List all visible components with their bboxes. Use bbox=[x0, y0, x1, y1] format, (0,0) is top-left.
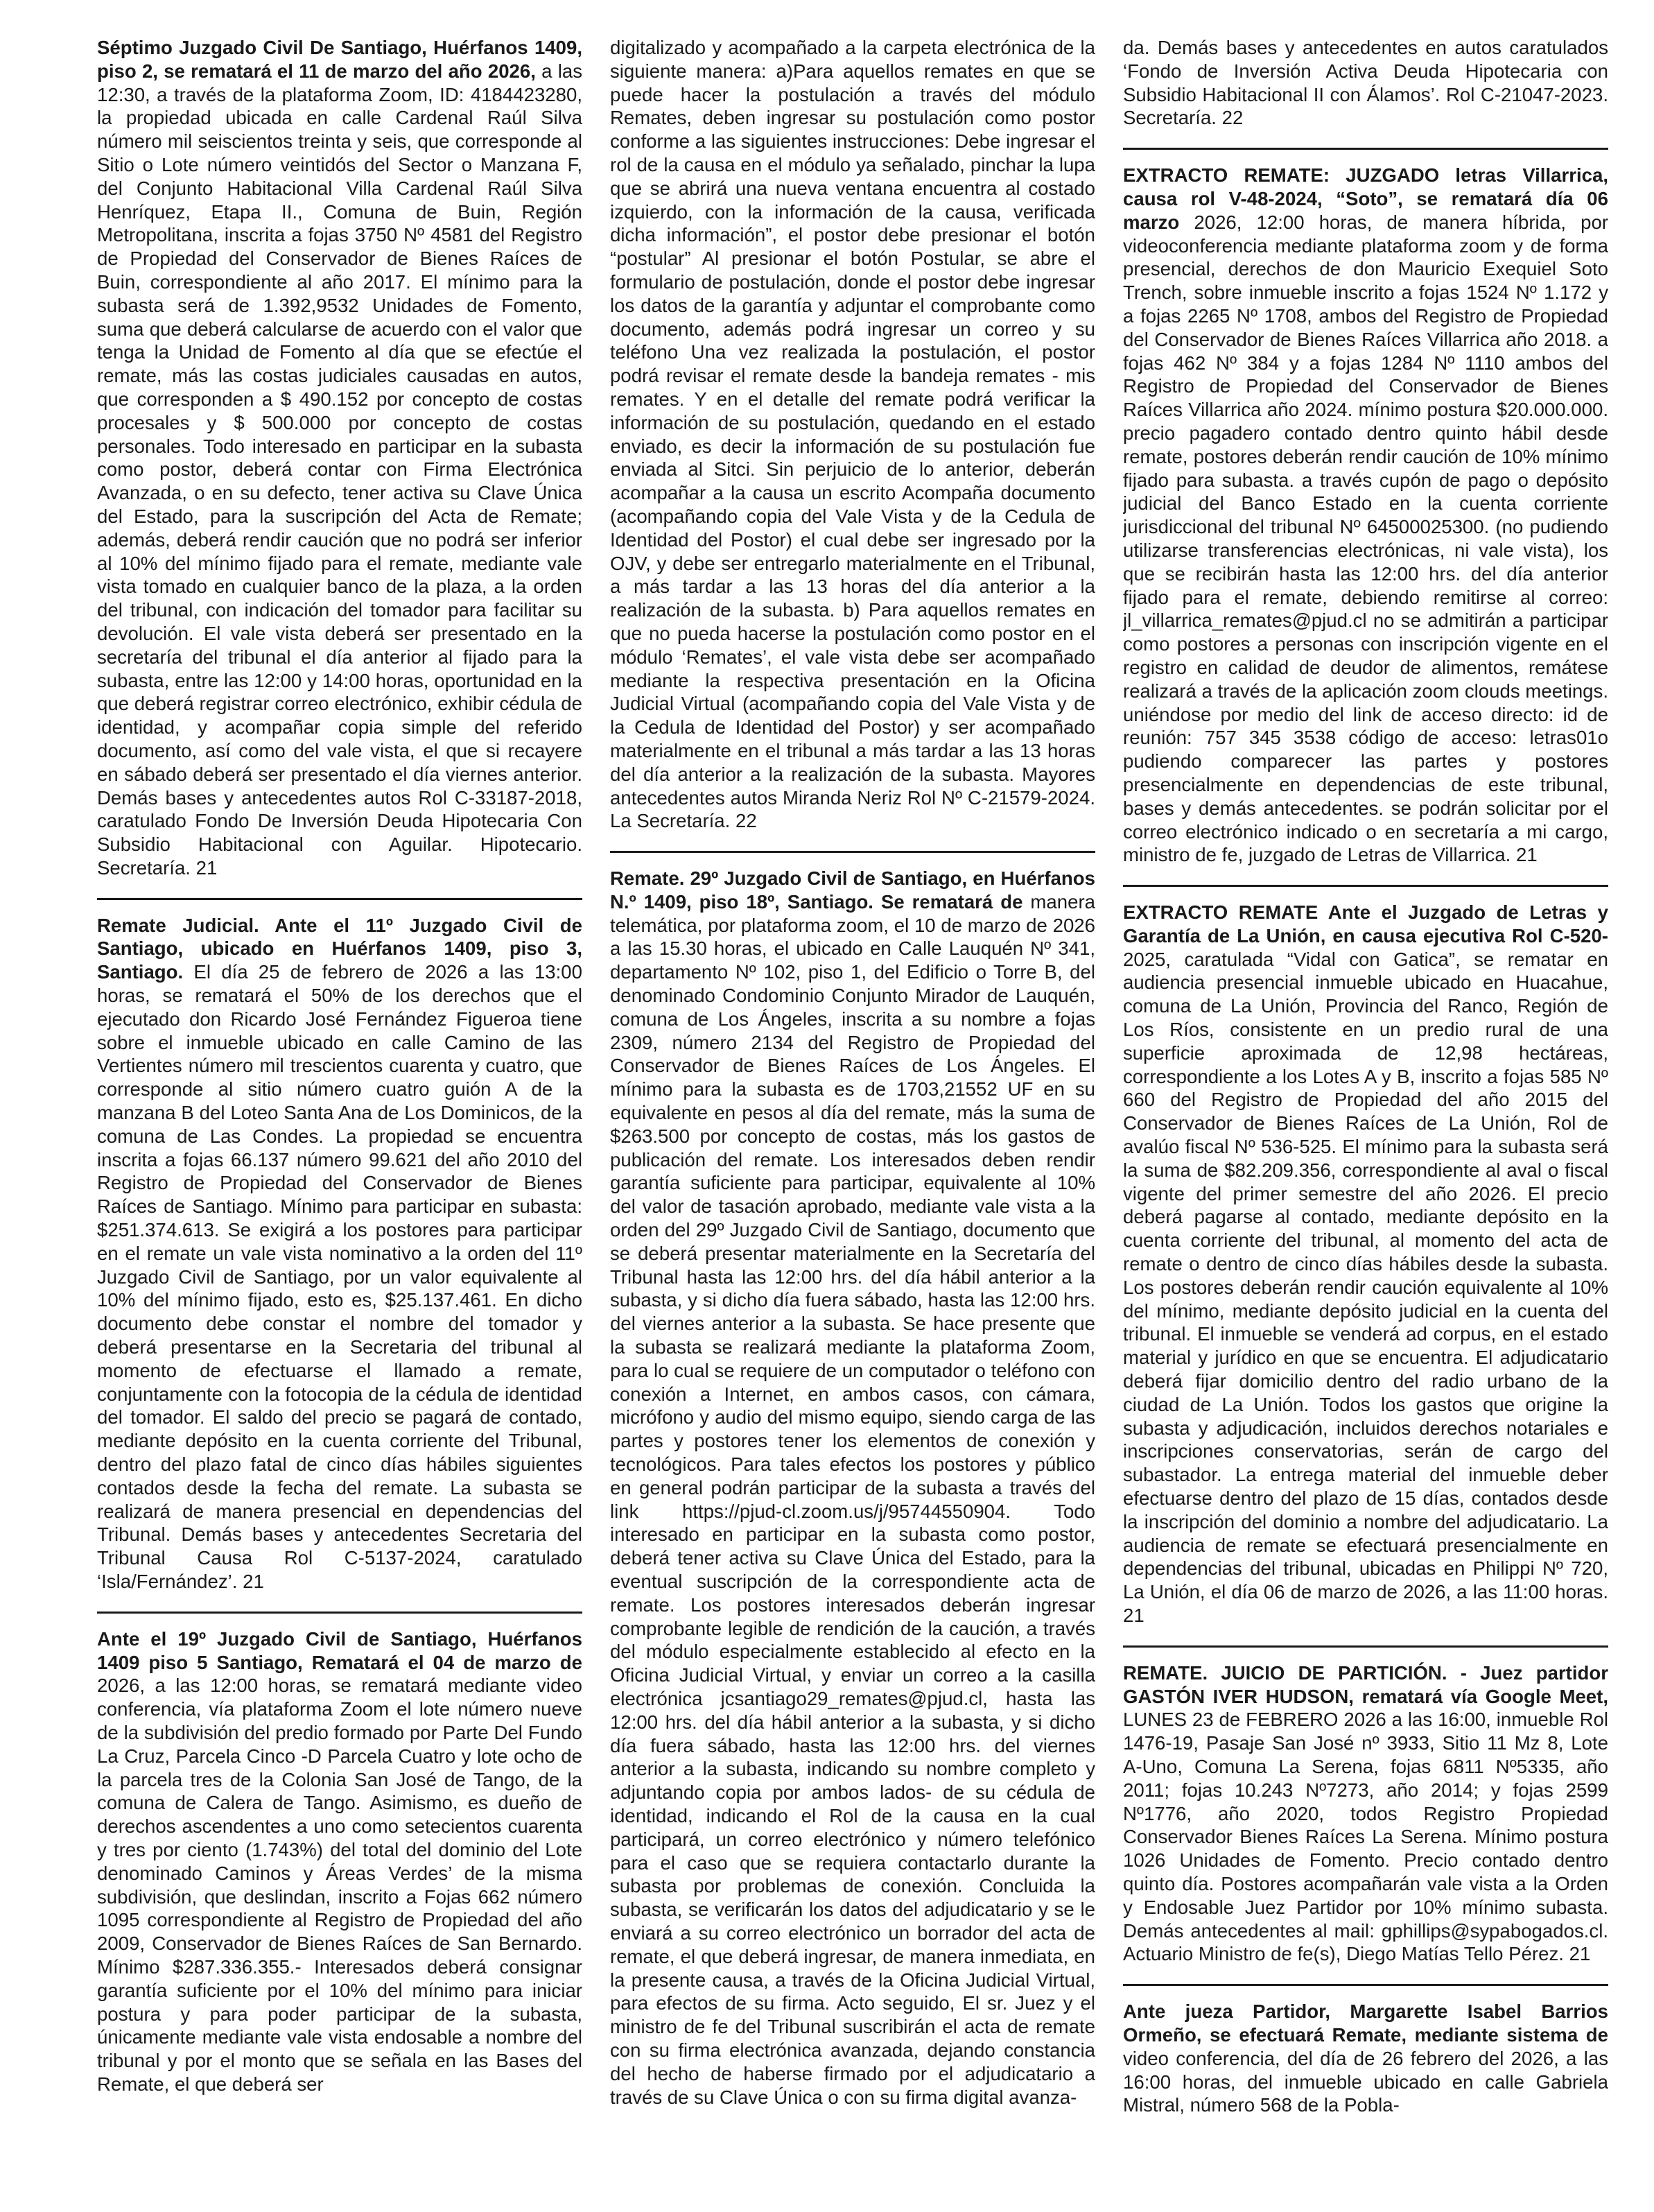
notice-text: a las 12:30, a través de la plataforma Zoom, ID: 4184423280, la propiedad ubicada en calle Cardenal Raúl Silva número mil seiscientos treinta y seis, que corresponde al Sitio o Lote número veintidós del Sector o Manzana F, del Conjunto Habitacional Villa Cardenal Raúl Silva Henríquez, Etapa II., Comuna de Buin, Región Metropolitana, inscrita a fojas 3750 Nº 4581 del Registro de Propiedad del Conservador de Bienes Raíces de Buin, correspondiente al año 2017. El mínimo para la subasta será de 1.392,9532 Unidades de Fomento, suma que deberá calcularse de acuerdo con el valor que tenga la Unidad de Fomento al día que se efectúe el remate, más las costas judiciales causadas en autos, que corresponden a $ 490.152 por concepto de costas procesales y $ 500.000 por concepto de costas personales. Todo interesado en participar en la subasta como postor, deberá contar con Firma Electrónica Avanzada, o en su defecto, tener activa su Clave Única del Estado, para la suscripción del Acta de Remate; además, deberá rendir caución que no podrá ser inferior al 10% del mínimo fijado para el remate, mediante vale vista tomado en cualquier banco de la plaza, a la orden del tribunal, con indicación del tomador para facilitar su devolución. El vale vista deberá ser presentado en la secretaría del tribunal el día anterior al fijado para la subasta, entre las 12:00 y 14:00 horas, oportunidad en la que deberá registrar correo electrónico, exhibir cédula de identidad, y acompañar copia simple del referido documento, así como del vale vista, el que si recayere en sábado deberá ser presentado el día viernes anterior. Demás bases y antecedentes autos Rol C-33187-2018, caratulado Fondo De Inversión Deuda Hipotecaria Con Subsidio Habitacional con Aguilar. Hipotecario. Secretaría. 21 bbox=[97, 60, 582, 879]
notice-septimo-juzgado bbox=[97, 36, 582, 898]
notice-jueza-partidor bbox=[1123, 1984, 1608, 2135]
notice-heading: Ante jueza Partidor, Margarette Isabel Barrios Ormeño, se efectuará Remate, mediante sistema de bbox=[1123, 2001, 1608, 2046]
notice-text: 2025, caratulada “Vidal con Gatica”, se rematar en audiencia presencial inmueble ubicado en Huacahue, comuna de La Unión, Provincia del Ranco, Región de Los Ríos, consistente en un predio rural de una superficie aproximada de 12,98 hectáreas, correspondiente a los Lotes A y B, inscrito a fojas 585 Nº 660 del Registro de Propiedad del año 2015 del Conservador de Bienes Raíces de La Unión, Rol de avalúo fiscal Nº 536-525. El mínimo para la subasta será la suma de $82.209.356, correspondiente al aval o fiscal vigente del primer semestre del año 2026. El precio deberá pagarse al contado, mediante depósito en la cuenta corriente del tribunal, al momento del acta de remate o dentro de cinco días hábiles desde la subasta. Los postores deberán rendir caución equivalente al 10% del mínimo, mediante depósito judicial en la cuenta del tribunal. El inmueble se venderá ad corpus, en el estado material y jurídico en que se encuentra. El adjudicatario deberá fijar domicilio dentro del radio urbano de la ciudad de La Unión. Todos los gastos que origine la subasta y adjudicación, incluidos derechos notariales e inscripciones conservatorias, serán de cargo del subastador. La entrega material del inmueble deber efectuarse dentro del plazo de 15 días, contados desde la inscripción del dominio a nombre del adjudicatario. La audiencia de remate se efectuará presencialmente en dependencias del tribunal, ubicadas en Philippi Nº 720, La Unión, el día 06 de marzo de 2026, a las 11:00 horas. 21 bbox=[1123, 948, 1608, 1626]
notice-29-juzgado-continued bbox=[1123, 36, 1608, 148]
notice-text: LUNES 23 de FEBRERO 2026 a las 16:00, inmueble Rol 1476-19, Pasaje San José nº 3933, Sitio 11 Mz 8, Lote A-Uno, Comuna La Serena, fojas 6811 Nº5335, año 2011; fojas 10.243 Nº7273, año 2014; y fojas 2599 Nº1776, año 2020, todos Registro Propiedad Conservador Bienes Raíces La Serena. Mínimo postura 1026 Unidades de Fomento. Precio contado dentro quinto día. Postores acompañarán vale vista a la Orden y Endosable Juez Partidor por 10% mínimo subasta. Demás antecedentes al mail: gphillips@sypabogados.cl. Actuario Ministro de fe(s), Diego Matías Tello Pérez. 21 bbox=[1123, 1709, 1608, 1965]
notice-19-juzgado-continued bbox=[610, 36, 1095, 851]
notice-heading: Remate. 29º Juzgado Civil de Santiago, en Huérfanos N.º 1409, piso 18º, Santiago. Se rematará de bbox=[610, 867, 1095, 913]
notice-text: digitalizado y acompañado a la carpeta electrónica de la siguiente manera: a)Para aquellos remates en que se puede hacer la postulación a través del módulo Remates, deben ingresar su postulación como postor conforme a las siguientes instrucciones: Debe ingresar el rol de la causa en el módulo ya señalado, pinchar la lupa que se abrirá una nueva ventana encuentra al costado izquierdo, con la información de la causa, verificada dicha información”, el postor debe presionar el botón “postular” Al presionar el botón Postular, se abre el formulario de postulación, donde el postor debe ingresar los datos de la garantía y adjuntar el comprobante como documento, además podrá ingresar un correo y su teléfono Una vez realizada la postulación, el postor podrá revisar el remate desde la bandeja remates - mis remates. Y en el detalle del remate podrá verificar la información de su postulación, quedando en el estado enviado, es decir la información de su postulación fue enviada al Sitci. Sin perjuicio de lo anterior, deberán acompañar a la causa un escrito Acompaña documento (acompañando copia del Vale Vista y de la Cedula de Identidad del Postor) el cual debe ser ingresado por la OJV, y debe ser entregarlo materialmente en el Tribunal, a más tardar a las 13 horas del día anterior a la realización de la subasta. b) Para aquellos remates en que no pueda hacerse la postulación como postor en el módulo ‘Remates’, el vale vista debe ser acompañado mediante la respectiva presentación en la Oficina Judicial Virtual (acompañando copia del Vale Vista y de la Cedula de Identidad del Postor) y ser acompañado materialmente en el tribunal a más tardar a las 13 horas del día anterior a la realización de la subasta. Mayores antecedentes autos Miranda Neriz Rol Nº C-21579-2024. La Secretaría. 22 bbox=[610, 37, 1095, 832]
notice-text: 2026, a las 12:00 horas, se rematará mediante video conferencia, vía plataforma Zoom el lote número nueve de la subdivisión del predio formado por Parte Del Fundo La Cruz, Parcela Cinco -D Parcela Cuatro y lote ocho de la parcela tres de la Colonia San José de Tango, de la comuna de Calera de Tango. Asimismo, es dueño de derechos ascendentes a uno como setecientos cuarenta y tres por ciento (1.743%) del total del dominio del Lote denominado Caminos y Áreas Verdes’ de la misma subdivisión, que deslindan, inscrito a Fojas 662 número 1095 correspondiente al Registro de Propiedad del año 2009, Conservador de Bienes Raíces de San Bernardo. Mínimo $287.336.355.- Interesados deberá consignar garantía suficiente por el 10% del mínimo para iniciar postura y para poder participar de la subasta, únicamente mediante vale vista endosable a nombre del tribunal y por el monto que se señala en las Bases del Remate, el que deberá ser bbox=[97, 1675, 582, 2095]
notice-remate-judicial-11 bbox=[97, 898, 582, 1612]
notice-text: 2026, 12:00 horas, de manera híbrida, por videoconferencia mediante plataforma zoom y de forma presencial, derechos de don Mauricio Exequiel Soto Trench, sobre inmueble inscrito a fojas 1524 Nº 1.172 y a fojas 2265 Nº 1708, ambos del Registro de Propiedad del Conservador de Bienes Raíces Villarrica año 2018. a fojas 462 Nº 384 y a fojas 1284 Nº 1110 ambos del Registro de Propiedad del Conservador de Bienes Raíces Villarrica año 2024. mínimo postura $20.000.000. precio pagadero contado dentro quinto hábil desde remate, postores deberán rendir caución de 10% mínimo fijado para subasta. a través cupón de pago o depósito judicial del Banco Estado en la cuenta corriente jurisdiccional del tribunal Nº 64500025300. (no pudiendo utilizarse transferencias electrónicas, ni vale vista), los que se recibirán hasta las 12:00 hrs. del día anterior fijado para el remate, debiendo remitirse al correo: jl_villarrica_remates@pjud.cl no se admitirán a participar como postores a personas con inscripción vigente en el registro en calidad de deudor de alimentos, remátese realizará a través de la aplicación zoom clouds meetings. uniéndose por medio del link de acceso directo: id de reunión: 757 345 3538 código de acceso: letras01o pudiendo comparecer las partes y postores presencialmente en dependencias de este tribunal, bases y demás antecedentes. se podrán solicitar por el correo electrónico indicado o en secretaría a mi cargo, ministro de fe, juzgado de Letras de Villarrica. 21 bbox=[1123, 211, 1608, 866]
notice-heading: EXTRACTO REMATE Ante el Juzgado de Letras y Garantía de La Unión, en causa ejecutiva Rol C-520- bbox=[1123, 901, 1608, 947]
column-3 bbox=[1123, 36, 1608, 2212]
notice-text: manera telemática, por plataforma zoom, el 10 de marzo de 2026 a las 15.30 horas, el ubicado en Calle Lauquén Nº 341, departamento Nº 102, piso 1, del Edificio o Torre B, del denominado Condominio Conjunto Mirador de Lauquén, comuna de Los Ángeles, inscrita a su nombre a fojas 2309, número 2134 del Registro de Propiedad del Conservador de Bienes Raíces de Los Ángeles. El mínimo para la subasta es de 1703,21552 UF en su equivalente en pesos al día del remate, más la suma de $263.500 por concepto de costas, más los gastos de publicación del remate. Los interesados deben rendir garantía suficiente para participar, equivalente al 10% del valor de tasación aprobado, mediante vale vista a la orden del 29º Juzgado Civil de Santiago, documento que se deberá presentar materialmente en la Secretaría del Tribunal hasta las 12:00 hrs. del día hábil anterior a la subasta, y si dicho día fuera sábado, hasta las 12:00 hrs. del viernes anterior a la subasta. Se hace presente que la subasta se realizará mediante la plataforma Zoom, para lo cual se requiere de un computador o teléfono con conexión a Internet, en ambos casos, con cámara, micrófono y audio del mismo equipo, siendo carga de las partes y postores tener los elementos de conexión y tecnológicos. Para tales efectos los postores y público en general podrán participar de la subasta a través del link https://pjud-cl.zoom.us/j/95744550904. Todo interesado en participar en la subasta como postor, deberá tener activa su Clave Única del Estado, para la eventual suscripción de la correspondiente acta de remate. Los postores interesados deberán ingresar comprobante legible de rendición de la caución, a través del módulo especialmente establecido al efecto en la Oficina Judicial Virtual, y enviar un correo a la casilla electrónica jcsantiago29_remates@pjud.cl, hasta las 12:00 hrs. del día hábil anterior a la subasta, y si dicho día fuera sábado, hasta las 12:00 hrs. del viernes anterior a la subasta, indicando su nombre completo y adjuntando copia por ambos lados- de su cédula de identidad, indicando el Rol de la causa en la cual participará, un correo electrónico y número telefónico para el caso que se requiera contactarlo durante la subasta por problemas de conexión. Concluida la subasta, se verificarán los datos del adjudicatario y se le enviará a su correo electrónico un borrador del acta de remate, el que deberá ingresar, de manera inmediata, en la presente causa, a través de la Oficina Judicial Virtual, para efectos de su firma. Acto seguido, El sr. Juez y el ministro de fe del Tribunal suscribirán el acta de remate con su firma electrónica avanzada, dejando constancia del hecho de haberse firmado por el adjudicatario a través de su Clave Única o con su firma digital avanza- bbox=[610, 890, 1095, 2108]
notice-text: da. Demás bases y antecedentes en autos caratulados ‘Fondo de Inversión Activa Deuda Hipotecaria con Subsidio Habitacional II con Álamos’. Rol C-21047-2023. Secretaría. 22 bbox=[1123, 37, 1608, 129]
notice-heading: Séptimo Juzgado Civil De Santiago, Huérfanos 1409, piso 2, se rematará el 11 de marzo del año 2026, bbox=[97, 37, 582, 82]
notice-la-union bbox=[1123, 885, 1608, 1645]
notice-29-juzgado bbox=[610, 851, 1095, 2127]
notice-heading: EXTRACTO REMATE: JUZGADO letras Villarrica, causa rol V-48-2024, “Soto”, se rematará día 06 marzo bbox=[1123, 164, 1608, 233]
notice-juicio-particion bbox=[1123, 1645, 1608, 1984]
notice-heading: Ante el 19º Juzgado Civil de Santiago, Huérfanos 1409 piso 5 Santiago, Rematará el 04 de marzo de bbox=[97, 1627, 582, 1673]
column-2 bbox=[610, 36, 1095, 2212]
column-1 bbox=[97, 36, 582, 2212]
notice-text: El día 25 de febrero de 2026 a las 13:00 horas, se rematará el 50% de los derechos que el ejecutado don Ricardo José Fernández Figueroa tiene sobre el inmueble ubicado en calle Camino de las Vertientes número mil trescientos cuarenta y cuatro, que corresponde al sitio número cuatro guión A de la manzana B del Loteo Santa Ana de Los Dominicos, de la comuna de Las Condes. La propiedad se encuentra inscrita a fojas 66.137 número 99.621 del año 2010 del Registro de Propiedad del Conservador de Bienes Raíces de Santiago. Mínimo para participar en subasta: $251.374.613. Se exigirá a los postores para participar en el remate un vale vista nominativo a la orden del 11º Juzgado Civil de Santiago, por un valor equivalente al 10% del mínimo fijado, esto es, $25.137.461. En dicho documento debe constar el nombre del tomador y deberá presentarse en la Secretaria del tribunal al momento de efectuarse el llamado a remate, conjuntamente con la fotocopia de la cédula de identidad del tomador. El saldo del precio se pagará de contado, mediante depósito en la cuenta corriente del Tribunal, dentro del plazo fatal de cinco días hábiles siguientes contados desde la fecha del remate. La subasta se realizará de manera presencial en dependencias del Tribunal. Demás bases y antecedentes Secretaria del Tribunal Causa Rol C-5137-2024, caratulado ‘Isla/Fernández’. 21 bbox=[97, 961, 582, 1592]
notice-19-juzgado bbox=[97, 1612, 582, 2114]
notice-villarrica bbox=[1123, 148, 1608, 885]
notice-text: video conferencia, del día de 26 febrero del 2026, a las 16:00 horas, del inmueble ubicado en calle Gabriela Mistral, número 568 de la Pobla- bbox=[1123, 2047, 1608, 2116]
notice-heading: Remate Judicial. Ante el 11º Juzgado Civil de Santiago, ubicado en Huérfanos 1409, piso 3, Santiago. bbox=[97, 914, 582, 983]
notice-heading: REMATE. JUICIO DE PARTICIÓN. - Juez partidor GASTÓN IVER HUDSON, rematará vía Google Meet, bbox=[1123, 1661, 1608, 1707]
